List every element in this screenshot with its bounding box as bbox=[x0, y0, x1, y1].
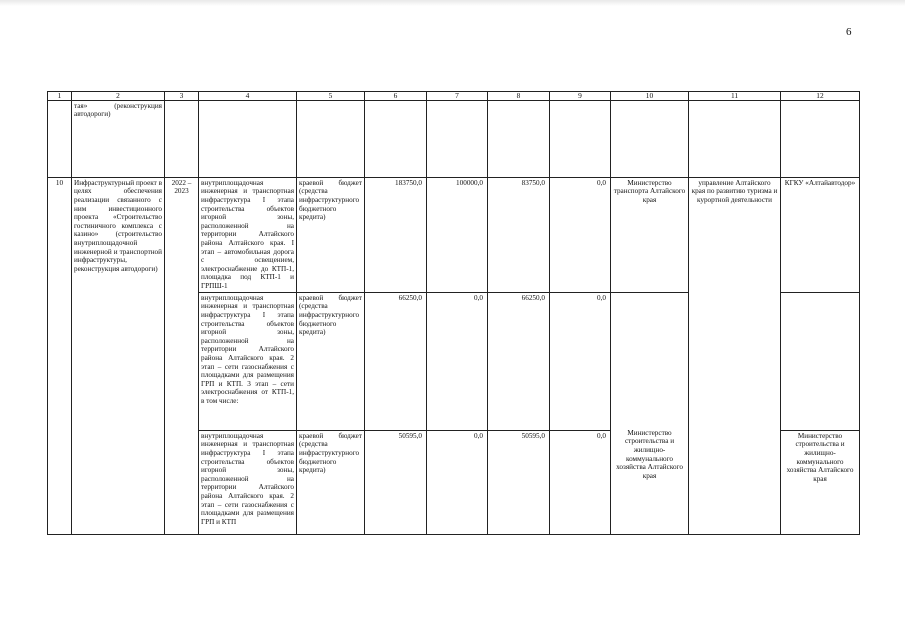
project-name: Инфраструктурный проект в целях обеспечения реализации связанного с ним инвестиционного проекта «Строительство гостиничного комплекса с казино» (строительство внутриплощадочной инженерной и транспортной инфраструктуры, реконструкция автодороги) bbox=[72, 177, 165, 534]
page-number: 6 bbox=[846, 26, 852, 38]
row-number: 10 bbox=[48, 177, 72, 534]
coordinator: управление Алтайского края по развитию туризма и курортной деятельности bbox=[689, 177, 781, 534]
col-header: 11 bbox=[689, 92, 781, 101]
col-header: 12 bbox=[781, 92, 860, 101]
amount-total: 50595,0 bbox=[365, 430, 427, 534]
responsible-ministry: Министерство транспорта Алтайского края bbox=[611, 177, 689, 292]
col-header: 4 bbox=[199, 92, 297, 101]
amount-2022: 0,0 bbox=[427, 430, 488, 534]
col-header: 5 bbox=[297, 92, 365, 101]
header-row bbox=[48, 92, 860, 101]
responsible-ministry: Министерство строительства и жилищно-коммунального хозяйства Алтайского края bbox=[616, 428, 683, 480]
object-description: внутриплощадочная инженерная и транспортная инфраструктура I этапа строительства объектов игорной зоны, расположенной на территории Алтайского района Алтайского края. 2 этап – сети газоснабжения с площадками для размещения ГРП и КТП bbox=[199, 430, 297, 534]
funding-source: краевой бюджет (средства инфраструктурного бюджетного кредита) bbox=[297, 177, 365, 292]
col-header: 7 bbox=[427, 92, 488, 101]
col-header: 3 bbox=[165, 92, 199, 101]
amount-2024: 0,0 bbox=[550, 177, 611, 292]
responsible-ministry-cell bbox=[611, 292, 689, 534]
col-header: 6 bbox=[365, 92, 427, 101]
object-description: внутриплощадочная инженерная и транспортная инфраструктура I этапа строительства объектов игорной зоны, расположенной на территории Алтайского района Алтайского края. 2 этап – сети газоснабжения с площадками для размещения ГРП и КТП. 3 этап – сети электроснабжения от КТП-1, в том числе: bbox=[199, 292, 297, 430]
project-name-continued: тая» (реконструкция автодороги) bbox=[72, 100, 165, 177]
amount-2024: 0,0 bbox=[550, 292, 611, 430]
customer-empty bbox=[781, 292, 860, 430]
amount-2022: 0,0 bbox=[427, 292, 488, 430]
amount-2022: 100000,0 bbox=[427, 177, 488, 292]
budget-table bbox=[47, 91, 860, 535]
customer: Министерство строительства и жилищно-коммунального хозяйства Алтайского края bbox=[781, 430, 860, 534]
col-header: 9 bbox=[550, 92, 611, 101]
object-description: внутриплощадочная инженерная и транспортная инфраструктура I этапа строительства объектов игорной зоны, расположенной на территории Алтайского района Алтайского края. I этап – автомобильная дорога с освещением, электроснабжение до КТП-1, площадка под КТП-1 и ГРПШ-1 bbox=[199, 177, 297, 292]
amount-2023: 66250,0 bbox=[488, 292, 550, 430]
project-years: 2022 – 2023 bbox=[165, 177, 199, 534]
amount-total: 66250,0 bbox=[365, 292, 427, 430]
table-row bbox=[48, 177, 860, 292]
funding-source: краевой бюджет (средства инфраструктурного бюджетного кредита) bbox=[297, 430, 365, 534]
col-header: 2 bbox=[72, 92, 165, 101]
customer: КГКУ «Алтайавтодор» bbox=[781, 177, 860, 292]
amount-2023: 50595,0 bbox=[488, 430, 550, 534]
table-row bbox=[48, 100, 860, 177]
col-header: 8 bbox=[488, 92, 550, 101]
col-header: 1 bbox=[48, 92, 72, 101]
amount-2024: 0,0 bbox=[550, 430, 611, 534]
col-header: 10 bbox=[611, 92, 689, 101]
amount-total: 183750,0 bbox=[365, 177, 427, 292]
amount-2023: 83750,0 bbox=[488, 177, 550, 292]
funding-source: краевой бюджет (средства инфраструктурного бюджетного кредита) bbox=[297, 292, 365, 430]
scan-edge bbox=[0, 0, 905, 6]
